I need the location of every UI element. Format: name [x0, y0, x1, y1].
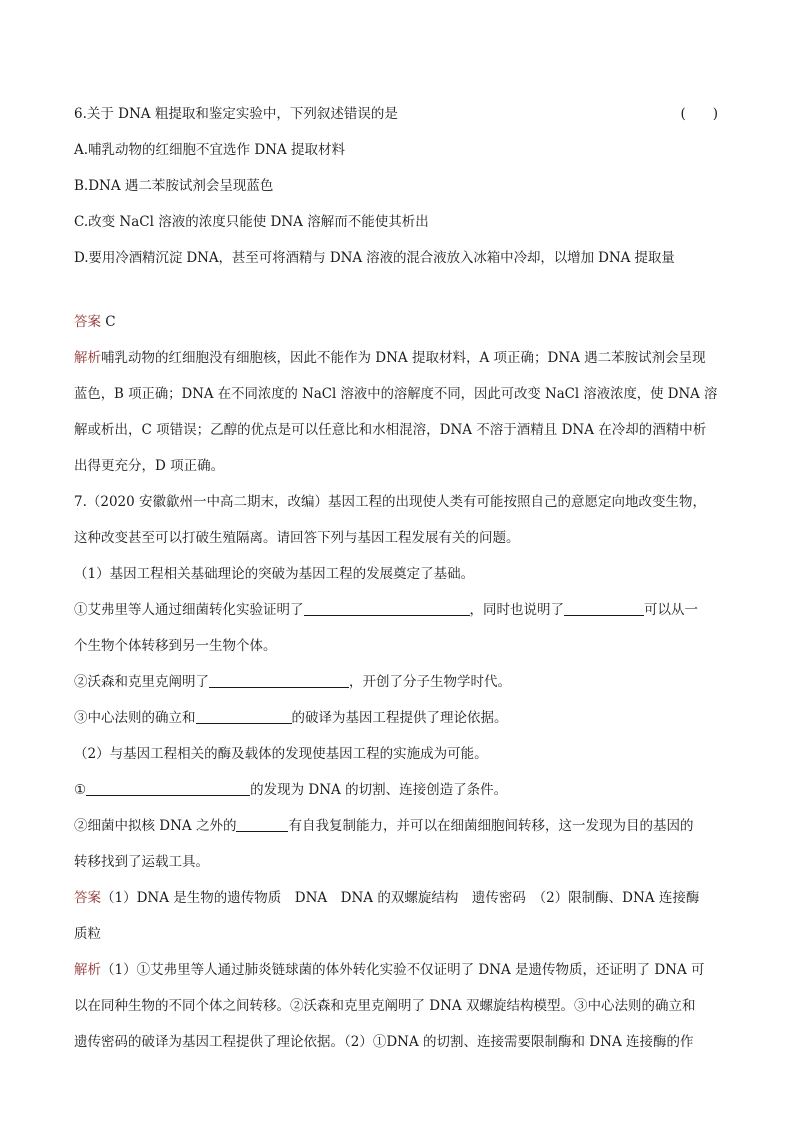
fill-blank-1[interactable]	[304, 601, 470, 616]
q7-part-1-intro: （1）基因工程相关基础理论的突破为基因工程的发展奠定了基础。	[74, 566, 475, 582]
q6-stem: 6.关于 DNA 粗提取和鉴定实验中，下列叙述错误的是 ( )	[74, 106, 718, 122]
q7-item-2: ②沃森和克里克阐明了 ，开创了分子生物学时代。	[74, 674, 511, 690]
q7-item-5-cont: 转移找到了运载工具。	[74, 854, 209, 870]
q7-stem-line-2: 这种改变甚至可以打破生殖隔离。请回答下列与基因工程发展有关的问题。	[74, 530, 520, 546]
q7-part-2-intro: （2）与基因工程相关的酶及载体的发现使基因工程的实施成为可能。	[74, 746, 488, 762]
q7-analysis-line-2: 以在同种生物的不同个体之间转移。②沃森和克里克阐明了 DNA 双螺旋结构模型。③中心法则的确立和	[74, 998, 696, 1014]
fill-blank-5[interactable]	[86, 781, 250, 796]
q6-analysis-line-3: 解或析出，C 项错误；乙醇的优点是可以任意比和水相混溶，DNA 不溶于酒精且 DNA 在冷却的酒精中析	[74, 422, 707, 438]
q6-option-d: D.要用冷酒精沉淀 DNA，甚至可将酒精与 DNA 溶液的混合液放入冰箱中冷却，以增加 DNA 提取量	[74, 250, 675, 266]
answer-tag: 答案	[74, 890, 101, 906]
analysis-tag: 解析	[74, 350, 101, 366]
answer-tag: 答案	[74, 314, 101, 330]
analysis-tag: 解析	[74, 962, 101, 978]
q6-analysis-line-2: 蓝色，B 项正确；DNA 在不同浓度的 NaCl 溶液中的溶解度不同，因此可改变 NaCl 溶液浓度，使 DNA 溶	[74, 386, 718, 402]
answer-text: C	[101, 314, 116, 330]
q6-analysis-line-1: 解析哺乳动物的红细胞没有细胞核，因此不能作为 DNA 提取材料，A 项正确；DNA 遇二苯胺试剂会呈现	[74, 350, 706, 366]
q7-item-1-cont: 个生物个体转移到另一生物个体。	[74, 638, 277, 654]
fill-blank-6[interactable]	[236, 817, 288, 832]
answer-parenthesis: ( )	[680, 106, 718, 122]
q7-analysis-line-3: 遗传密码的破译为基因工程提供了理论依据。（2）①DNA 的切割、连接需要限制酶和 DNA 连接酶的作	[74, 1034, 694, 1050]
q7-item-5: ②细菌中拟核 DNA 之外的 有自我复制能力，并可以在细菌细胞间转移，这一发现为目的基因的	[74, 818, 694, 834]
q7-item-4: ① 的发现为 DNA 的切割、连接创造了条件。	[74, 782, 508, 798]
fill-blank-3[interactable]	[209, 673, 349, 688]
q6-option-b: B.DNA 遇二苯胺试剂会呈现蓝色	[74, 178, 274, 194]
fill-blank-4[interactable]	[196, 709, 292, 724]
q7-item-1: ①艾弗里等人通过细菌转化实验证明了 ，同时也说明了 可以从一	[74, 602, 698, 618]
q6-option-a: A.哺乳动物的红细胞不宜选作 DNA 提取材料	[74, 142, 346, 158]
q7-analysis-line-1: 解析（1）①艾弗里等人通过肺炎链球菌的体外转化实验不仅证明了 DNA 是遗传物质，还证明了 DNA 可	[74, 962, 705, 978]
q7-item-3: ③中心法则的确立和 的破译为基因工程提供了理论依据。	[74, 710, 508, 726]
q7-answer-line-1: 答案（1）DNA 是生物的遗传物质 DNA DNA 的双螺旋结构 遗传密码 （2）限制酶、DNA 连接酶	[74, 890, 700, 906]
q7-answer-line-2: 质粒	[74, 926, 101, 942]
q6-option-c: C.改变 NaCl 溶液的浓度只能使 DNA 溶解而不能使其析出	[74, 214, 429, 230]
q7-stem-line-1: 7.（2020 安徽歙州一中高二期末，改编）基因工程的出现使人类有可能按照自己的意愿定向地改变生物，	[74, 494, 707, 510]
q6-answer	[74, 312, 116, 332]
q6-analysis-line-4: 出得更充分，D 项正确。	[74, 458, 225, 474]
fill-blank-2[interactable]	[564, 601, 644, 616]
